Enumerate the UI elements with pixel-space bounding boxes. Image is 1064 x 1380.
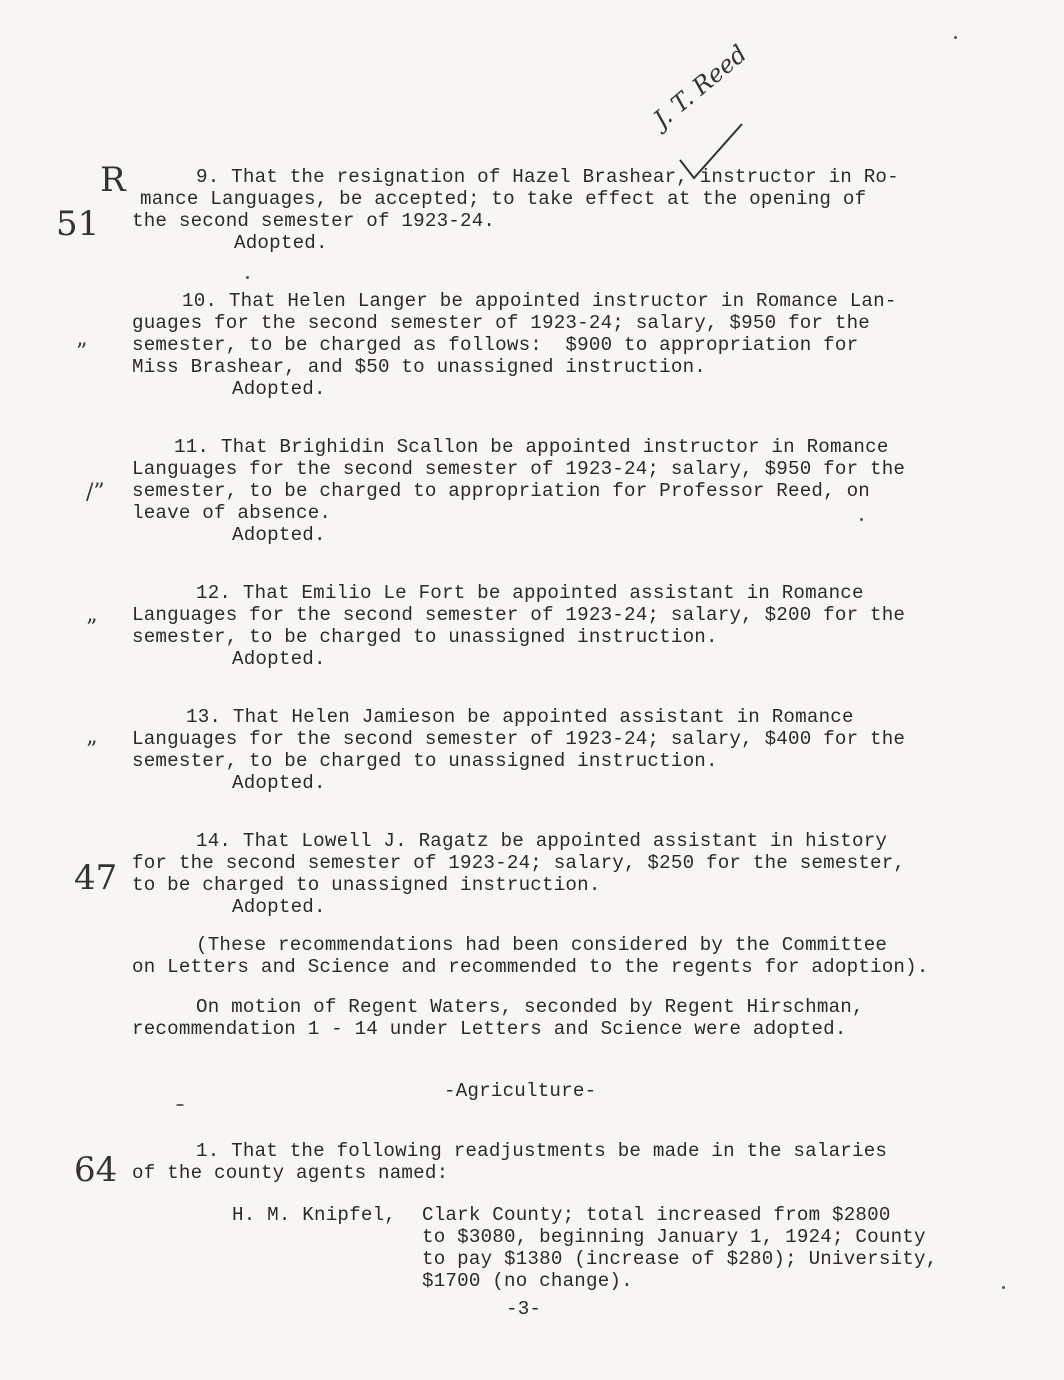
margin-mark-item9: 51: [56, 204, 100, 244]
item12-line2: Languages for the second semester of 1923-24; salary, $200 for the: [132, 604, 906, 626]
agent-name: H. M. Knipfel,: [232, 1204, 397, 1226]
margin-mark-item14: 47: [74, 858, 118, 898]
committee-note-line2: on Letters and Science and recommended to the regents for adoption).: [132, 956, 929, 978]
item9-status: Adopted.: [234, 232, 328, 254]
item11-line3: semester, to be charged to appropriation for Professor Reed, on: [132, 480, 871, 502]
item9-line3: the second semester of 1923-24.: [132, 210, 496, 232]
item13-line2: Languages for the second semester of 1923-24; salary, $400 for the: [132, 728, 906, 750]
item13-line1: 13. That Helen Jamieson be appointed assistant in Romance: [186, 706, 854, 728]
margin-mark-item13: ”: [86, 738, 98, 763]
scan-speck: [860, 518, 863, 521]
agent-line2: to $3080, beginning January 1, 1924; County: [422, 1226, 926, 1248]
item10-status: Adopted.: [232, 378, 326, 400]
item12-line1: 12. That Emilio Le Fort be appointed assistant in Romance: [196, 582, 864, 604]
motion-line1: On motion of Regent Waters, seconded by Regent Hirschman,: [196, 996, 864, 1018]
item10-line2: guages for the second semester of 1923-24; salary, $950 for the: [132, 312, 871, 334]
margin-mark-initials: R: [100, 160, 126, 200]
item11-status: Adopted.: [232, 524, 326, 546]
page-number: -3-: [506, 1298, 542, 1320]
committee-note-line1: (These recommendations had been considered by the Committee: [196, 934, 888, 956]
agent-line4: $1700 (no change).: [422, 1270, 633, 1292]
item10-line1: 10. That Helen Langer be appointed instructor in Romance Lan-: [182, 290, 897, 312]
item14-line3: to be charged to unassigned instruction.: [132, 874, 601, 896]
motion-line2: recommendation 1 - 14 under Letters and Science were adopted.: [132, 1018, 847, 1040]
agriculture-item-line2: of the county agents named:: [132, 1162, 449, 1184]
item14-line1: 14. That Lowell J. Ragatz be appointed assistant in history: [196, 830, 888, 852]
scan-speck: [1002, 1286, 1005, 1289]
margin-mark-item12: ”: [86, 616, 98, 641]
scan-speck: [176, 1104, 184, 1106]
margin-mark-item10: ”: [76, 340, 88, 365]
item11-line4: leave of absence.: [132, 502, 332, 524]
scan-speck: [954, 36, 957, 39]
section-heading: -Agriculture-: [444, 1080, 597, 1102]
item10-line4: Miss Brashear, and $50 to unassigned instruction.: [132, 356, 707, 378]
item11-line1: 11. That Brighidin Scallon be appointed instructor in Romance: [174, 436, 889, 458]
item9-line2: mance Languages, be accepted; to take effect at the opening of: [140, 188, 867, 210]
agent-line1: Clark County; total increased from $2800: [422, 1204, 891, 1226]
item12-line3: semester, to be charged to unassigned instruction.: [132, 626, 718, 648]
item14-line2: for the second semester of 1923-24; salary, $250 for the semester,: [132, 852, 906, 874]
item11-line2: Languages for the second semester of 1923-24; salary, $950 for the: [132, 458, 906, 480]
item13-status: Adopted.: [232, 772, 326, 794]
agriculture-item-line1: 1. That the following readjustments be made in the salaries: [196, 1140, 888, 1162]
scan-speck: [246, 276, 249, 279]
item13-line3: semester, to be charged to unassigned instruction.: [132, 750, 718, 772]
item10-line3: semester, to be charged as follows: $900 to appropriation for: [132, 334, 859, 356]
reviewer-annotation: J. T. Reed: [648, 39, 753, 134]
agent-line3: to pay $1380 (increase of $280); University,: [422, 1248, 938, 1270]
item14-status: Adopted.: [232, 896, 326, 918]
item12-status: Adopted.: [232, 648, 326, 670]
item9-line1: 9. That the resignation of Hazel Brashear, instructor in Ro-: [196, 166, 899, 188]
margin-mark-item11: /”: [86, 480, 105, 505]
margin-mark-agriculture: 64: [74, 1150, 118, 1190]
